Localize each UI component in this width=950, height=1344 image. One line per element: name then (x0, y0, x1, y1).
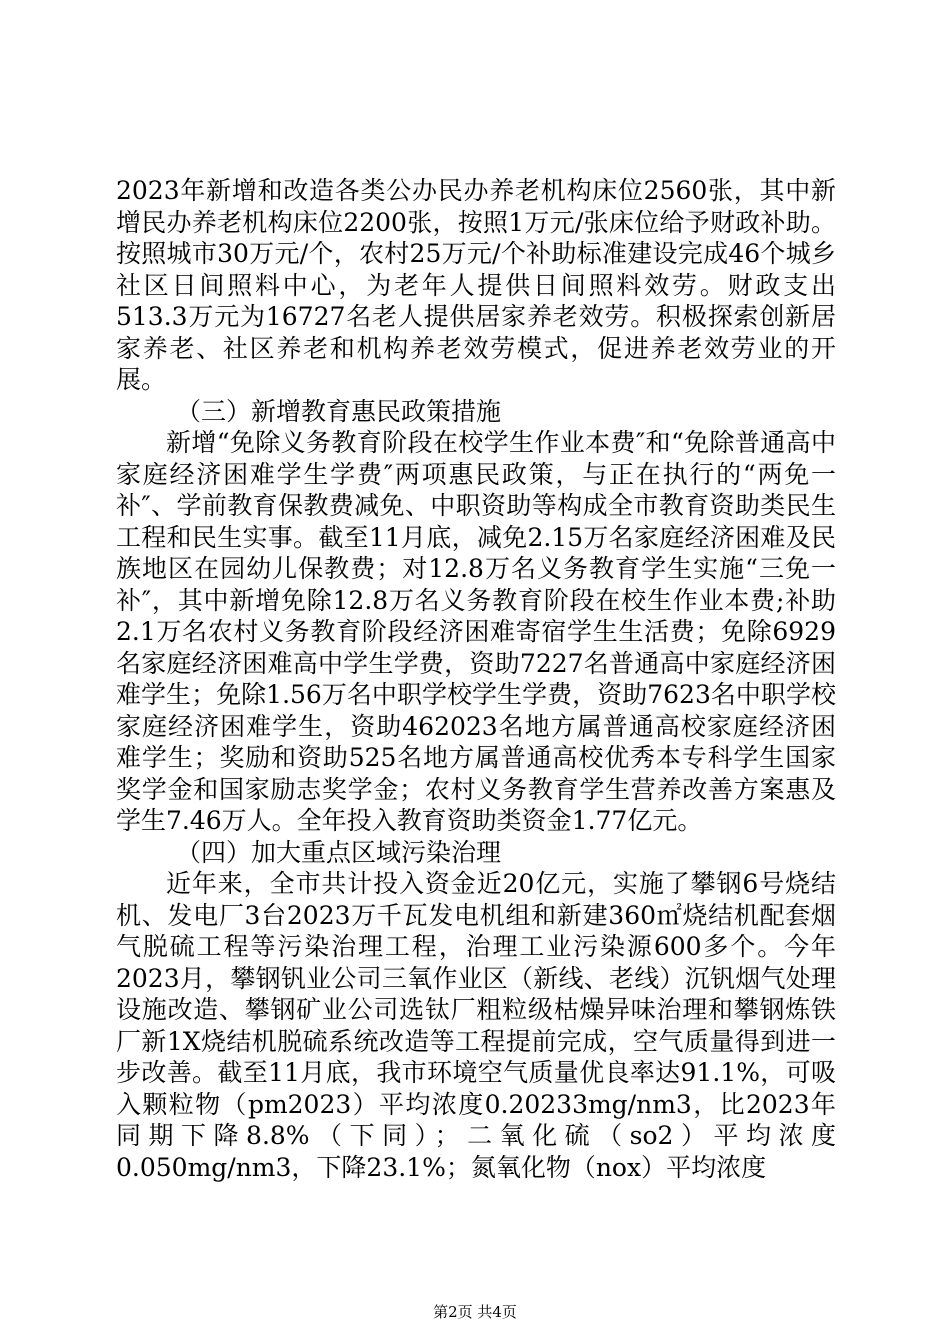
page-number: 第2页 共4页 (433, 1303, 517, 1321)
paragraph-elderly-care: 2023年新增和改造各类公办民办养老机构床位2560张，其中新增民办养老机构床位2200张，按照1万元/张床位给予财政补助。按照城市30万元/个，农村25万元/个补助标准建设完成46个城乡社区日间照料中心，为老年人提供日间照料效劳。财政支出513.3万元为16727名老人提供居家养老效劳。积极探索创新居家养老、社区养老和机构养老效劳模式，促进养老效劳业的开展。 (116, 176, 836, 394)
section-heading-education: （三）新增教育惠民政策措施 (176, 396, 502, 426)
paragraph-pollution: 近年来，全市共计投入资金近20亿元，实施了攀钢6号烧结机、发电厂3台2023万千瓦发电机组和新建360㎡烧结机配套烟气脱硫工程等污染治理工程，治理工业污染源600多个。今年2023月，攀钢钒业公司三氧作业区（新线、老线）沉钒烟气处理设施改造、攀钢矿业公司选钛厂粗粒级枯燥异味治理和攀钢炼铁厂新1X烧结机脱硫系统改造等工程提前完成，空气质量得到进一步改善。截至11月底，我市环境空气质量优良率达91.1%，可吸入颗粒物（pm2023）平均浓度0.20233mg/nm3，比2023年同期下降8.8%（下同）；二氧化硫（so2）平均浓度0.050mg/nm3，下降23.1%；氮氧化物（nox）平均浓度 (116, 869, 836, 1182)
paragraph-education: 新增“免除义务教育阶段在校学生作业本费″和“免除普通高中家庭经济困难学生学费″两项惠民政策，与正在执行的“两免一补″、学前教育保教费减免、中职资助等构成全市教育资助类民生工程和民生实事。截至11月底，减免2.15万名家庭经济困难及民族地区在园幼儿保教费；对12.8万名义务教育学生实施“三免一补″，其中新增免除12.8万名义务教育阶段在校生作业本费;补助2.1万名农村义务教育阶段经济困难寄宿学生生活费；免除6929名家庭经济困难高中学生学费，资助7227名普通高中家庭经济困难学生；免除1.56万名中职学校学生学费，资助7623名中职学校家庭经济困难学生，资助462023名地方属普通高校家庭经济困难学生；奖励和资助525名地方属普通高校优秀本专科学生国家奖学金和国家励志奖学金；农村义务教育学生营养改善方案惠及学生7.46万人。全年投入教育资助类资金1.77亿元。 (116, 428, 836, 835)
section-heading-pollution: （四）加大重点区域污染治理 (176, 837, 502, 867)
document-body (116, 175, 836, 1183)
page-footer (0, 1301, 950, 1322)
